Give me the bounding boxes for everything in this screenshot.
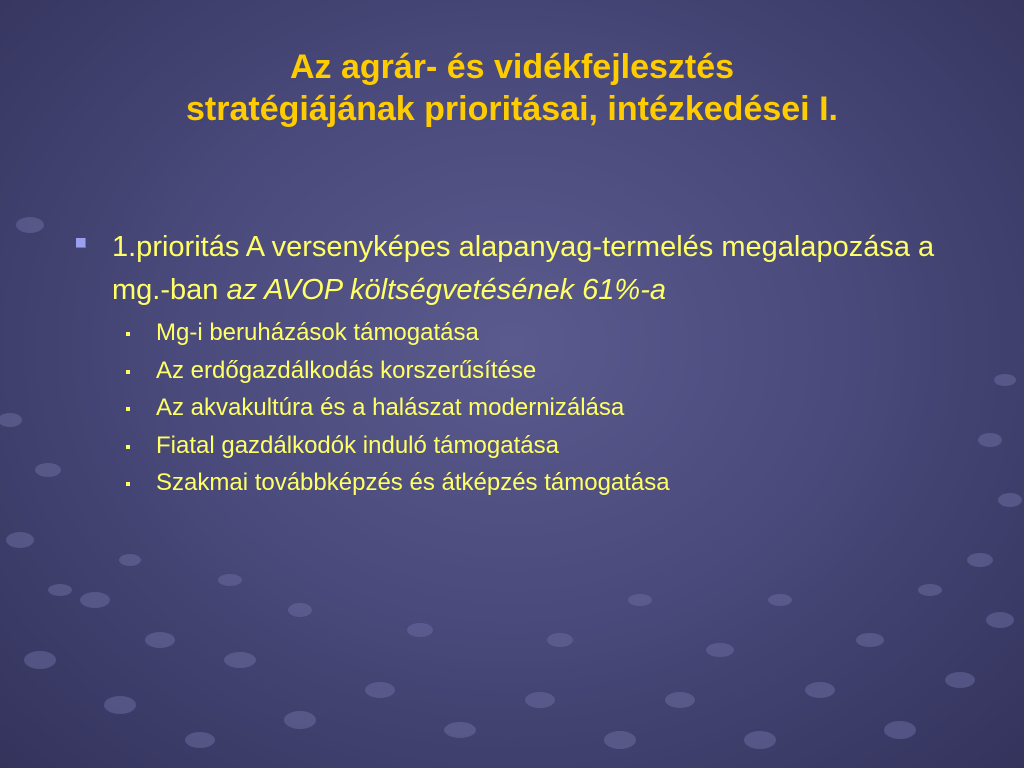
measure-label: Az erdőgazdálkodás korszerűsítése [156,356,537,384]
measure-label: Mg-i beruházások támogatása [156,319,479,346]
priority-text-normal: 1.prioritás A versenyképes alapanyag-termelés megalapozása a mg.-ban [112,231,935,306]
measure-item [70,314,970,352]
slide-body [70,226,970,502]
title-line-1: Az agrár- és vidékfejlesztés [289,48,735,86]
measure-label: Az akvakultúra és a halászat modernizálása [156,394,625,421]
priority-text [112,226,970,312]
slide-title [40,46,984,130]
measure-item [70,464,970,502]
measure-label: Fiatal gazdálkodók induló támogatása [156,431,559,459]
measure-item [70,352,970,390]
priority-text-italic: az AVOP költségvetésének 61%-a [226,274,666,306]
square-bullet-icon [76,238,86,248]
bullet-dot-icon [126,445,130,449]
bullet-dot-icon [126,332,130,336]
measure-item [70,389,970,427]
priority-bullet [70,226,970,312]
bullet-dot-icon [126,370,130,374]
bullet-dot-icon [126,407,130,411]
bullet-dot-icon [126,482,130,486]
measure-item [70,427,970,465]
measure-label: Szakmai továbbképzés és átképzés támogatása [156,469,670,496]
title-line-2: stratégiájának prioritásai, intézkedései I. [186,90,838,128]
measure-list [70,314,970,502]
